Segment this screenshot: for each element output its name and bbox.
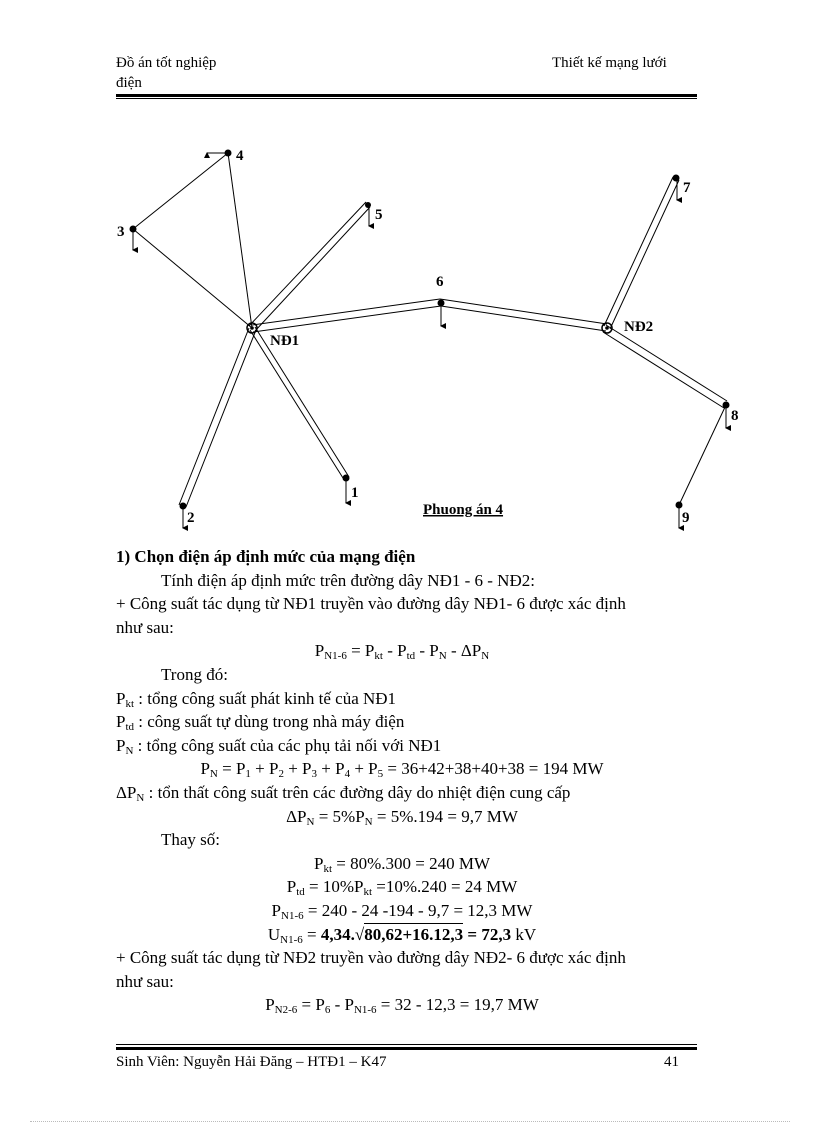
label-9: 9 (682, 510, 690, 526)
def-ptd: $P_{td}$ : công suất tự dùng trong nhà máy điện (116, 712, 405, 734)
line-nd2-8 (603, 325, 727, 408)
footer-rule-thin (116, 1044, 697, 1045)
line-nd1-1 (250, 327, 349, 478)
page-number: 41 (664, 1054, 679, 1070)
line-nd1-4 (228, 153, 252, 328)
line-nd1-3 (133, 229, 252, 328)
line-nd2-7 (604, 177, 679, 329)
formula-pn2-6: $P_{N2-6} = P_6 - P_{N1-6} = 32 - 12,3 = 19,7$ MW (265, 995, 539, 1017)
def-pkt: $P_{kt}$ : tổng công suất phát kinh tế của NĐ1 (116, 688, 397, 710)
para1-line2: như sau: (116, 617, 174, 637)
label-7: 7 (683, 180, 691, 196)
line-8-9 (679, 405, 726, 505)
page-edge (30, 1121, 790, 1122)
para2-line1: + Công suất tác dụng từ NĐ2 truyền vào đường dây NĐ2- 6 được xác định (116, 948, 626, 968)
line-3-4 (133, 153, 228, 229)
formula-un1-6: $U_{N1-6} = 4,34.√80,62+16.12,3 = 72,3$ kV (267, 924, 537, 946)
line-nd1-2 (179, 328, 256, 507)
footer-rule (116, 1047, 697, 1050)
body-text (116, 545, 688, 1017)
line-6-nd2 (440, 299, 607, 331)
label-1: 1 (351, 485, 359, 501)
formula-pn1-6: $P_{N1-6} = P_{kt} - P_{td} - P_N - \Delta P_N$ (314, 641, 490, 663)
footer-author: Sinh Viên: Nguyễn Hải Đăng – HTĐ1 – K47 (116, 1054, 387, 1070)
label-3: 3 (117, 224, 125, 240)
label-nd2: NĐ2 (624, 319, 654, 335)
formula-dpn: $\Delta P_N = 5\%P_N = 5\%.194 = 9,7$ MW (286, 806, 518, 828)
intro-text: Tính điện áp định mức trên đường dây NĐ1 - 6 - NĐ2: (161, 570, 535, 590)
label-8: 8 (731, 408, 739, 424)
formula-pkt: $P_{kt} = 80\%.300 = 240$ MW (313, 853, 491, 875)
section-heading: 1) Chọn điện áp định mức của mạng điện (116, 547, 416, 566)
network-diagram (0, 0, 816, 540)
para2-line2: như sau: (116, 971, 174, 991)
header-left-line2: điện (116, 75, 142, 91)
formula-ptd: $P_{td} = 10\%P_{kt} =10\%.240 = 24$ MW (286, 877, 518, 899)
def-pn: $P_N$ : tổng công suất của các phụ tải nối với NĐ1 (116, 735, 442, 757)
thay-so: Thay số: (161, 830, 221, 850)
formula-pn1-6-value: $P_{N1-6} = 240 - 24$ -194 - 9,7 = 12,3 MW (271, 900, 533, 922)
header-left-line1: Đồ án tốt nghiệp (116, 55, 217, 71)
header-right: Thiết kế mạng lưới (552, 55, 667, 71)
formula-pn: $P_N = P_1 + P_2 + P_3 + P_4 + P_5 = 36+42+38+40+38 = 194$ MW (200, 759, 604, 781)
node-7 (673, 175, 680, 182)
node-5 (365, 202, 371, 208)
diagram-caption: Phuong án 4 (423, 502, 504, 518)
label-4: 4 (236, 148, 244, 164)
label-6: 6 (436, 274, 444, 290)
trong-do: Trong đó: (161, 664, 228, 684)
label-2: 2 (187, 510, 195, 526)
para1-line1: + Công suất tác dụng từ NĐ1 truyền vào đường dây NĐ1- 6 được xác định (116, 594, 626, 614)
label-nd1: NĐ1 (270, 333, 300, 349)
def-dpn: $\Delta P_N$ : tổn thất công suất trên các đường dây do nhiệt điện cung cấp (116, 782, 571, 804)
label-5: 5 (375, 207, 383, 223)
